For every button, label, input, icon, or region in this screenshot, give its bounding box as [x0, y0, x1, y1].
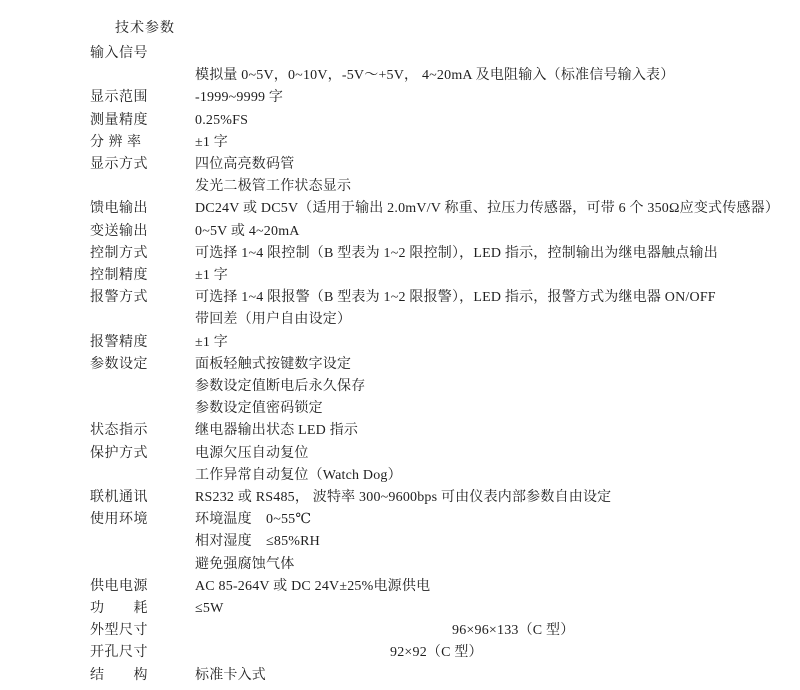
- spec-row: [90, 332, 770, 354]
- spec-row: [90, 309, 770, 331]
- spec-table: [90, 43, 780, 687]
- spec-value: 工作异常自动复位（Watch Dog）: [195, 467, 402, 483]
- spec-row: [90, 176, 770, 198]
- spec-label: 输入信号: [90, 46, 148, 61]
- spec-row: [90, 487, 770, 509]
- spec-row: [90, 665, 770, 687]
- spec-row: [90, 420, 770, 442]
- spec-row: [90, 598, 770, 620]
- spec-row: [90, 43, 770, 65]
- spec-label: 开孔尺寸: [90, 645, 148, 661]
- spec-row: [90, 198, 780, 220]
- spec-value: DC24V 或 DC5V（适用于输出 2.0mV/V 称重、拉压力传感器，可带 6 个 350Ω应变式传感器）: [195, 201, 780, 217]
- spec-row: [90, 509, 770, 531]
- spec-label: 联机通讯: [90, 490, 148, 506]
- spec-label: 显示范围: [90, 90, 148, 106]
- spec-label: 控制精度: [90, 268, 148, 284]
- spec-label: 结 构: [90, 667, 148, 683]
- spec-row: [90, 398, 770, 420]
- spec-value: 参数设定值断电后永久保存: [195, 379, 366, 395]
- spec-label: 供电电源: [90, 578, 148, 594]
- spec-row: [90, 243, 770, 265]
- spec-value: RS232 或 RS485， 波特率 300~9600bps 可由仪表内部参数自由设定: [195, 490, 612, 506]
- spec-value: 环境温度 0~55℃: [195, 512, 312, 528]
- spec-value: 发光二极管工作状态显示: [195, 179, 352, 195]
- spec-value: 避免强腐蚀气体: [195, 556, 295, 572]
- spec-row: [90, 531, 770, 553]
- spec-value: 电源欠压自动复位: [195, 445, 309, 461]
- spec-label: 报警方式: [90, 290, 148, 306]
- spec-value: -1999~9999 字: [195, 90, 284, 106]
- spec-label: 外型尺寸: [90, 623, 148, 639]
- spec-label: 馈电输出: [90, 201, 148, 217]
- spec-row: [90, 154, 770, 176]
- spec-value: 四位高亮数码管: [195, 157, 295, 173]
- spec-value: 0.25%FS: [195, 112, 249, 128]
- spec-label: 功 耗: [90, 601, 148, 617]
- spec-value: ±1 字: [195, 134, 228, 150]
- spec-row: [90, 110, 770, 132]
- spec-label: 状态指示: [90, 423, 148, 439]
- spec-value: ≤5W: [195, 601, 224, 617]
- spec-label: 保护方式: [90, 445, 148, 461]
- spec-value: 可选择 1~4 限控制（B 型表为 1~2 限控制），LED 指示，控制输出为继电器触点输出: [195, 245, 718, 261]
- spec-value: 模拟量 0~5V，0~10V，-5V～+5V， 4~20mA 及电阻输入（标准信号输入表）: [195, 68, 675, 84]
- spec-label: 控制方式: [90, 245, 148, 261]
- spec-row: [90, 554, 770, 576]
- spec-row: [90, 132, 770, 154]
- spec-row: [90, 465, 770, 487]
- spec-value: 继电器输出状态 LED 指示: [195, 423, 359, 439]
- spec-row: [90, 65, 770, 87]
- spec-label: 参数设定: [90, 356, 148, 372]
- spec-row: [90, 620, 770, 642]
- spec-row: [90, 576, 770, 598]
- spec-value: 可选择 1~4 限报警（B 型表为 1~2 限报警），LED 指示，报警方式为继电器 ON/OFF: [195, 290, 716, 306]
- spec-row: [90, 376, 770, 398]
- spec-value: 96×96×133（C 型）: [452, 623, 575, 639]
- spec-label: 变送输出: [90, 223, 148, 239]
- page-title: 技术参数: [115, 21, 175, 36]
- spec-row: [90, 265, 770, 287]
- spec-value: 0~5V 或 4~20mA: [195, 223, 300, 239]
- spec-label: 测量精度: [90, 112, 148, 128]
- spec-row: [90, 87, 770, 109]
- spec-label: 使用环境: [90, 512, 148, 528]
- spec-label: 分 辨 率: [90, 134, 142, 150]
- spec-value: 参数设定值密码锁定: [195, 401, 323, 417]
- spec-value: 92×92（C 型）: [390, 645, 483, 661]
- spec-row: [90, 443, 770, 465]
- spec-row: [90, 354, 770, 376]
- spec-row: [90, 287, 770, 309]
- spec-value: ±1 字: [195, 268, 228, 284]
- spec-value: 带回差（用户自由设定）: [195, 312, 352, 328]
- spec-row: [90, 642, 770, 664]
- spec-value: ±1 字: [195, 334, 228, 350]
- spec-row: [90, 221, 770, 243]
- spec-value: 相对湿度 ≤85%RH: [195, 534, 320, 550]
- spec-value: 面板轻触式按键数字设定: [195, 356, 352, 372]
- spec-value: 标准卡入式: [195, 667, 266, 683]
- spec-value: AC 85-264V 或 DC 24V±25%电源供电: [195, 578, 431, 594]
- spec-label: 报警精度: [90, 334, 148, 350]
- spec-label: 显示方式: [90, 157, 148, 173]
